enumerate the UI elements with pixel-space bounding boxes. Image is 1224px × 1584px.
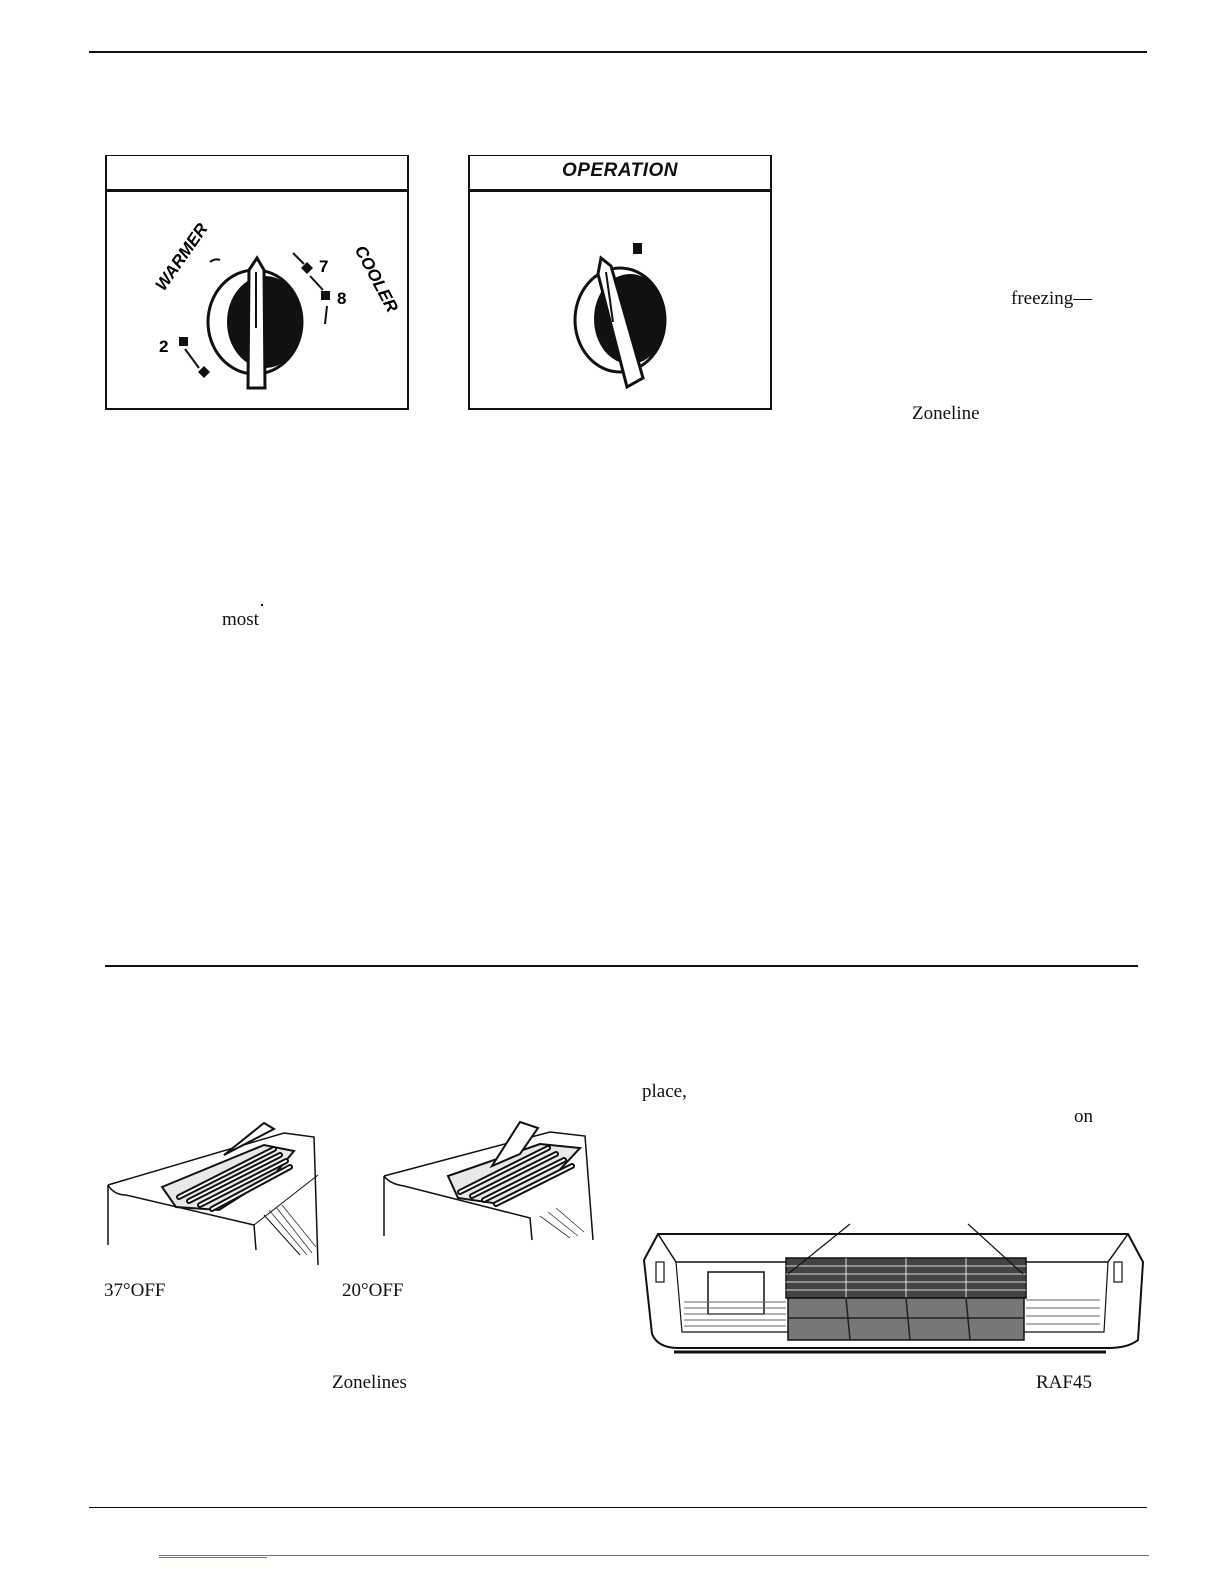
tick-right-top bbox=[293, 253, 304, 264]
section-divider bbox=[105, 965, 1138, 967]
tick-top bbox=[210, 259, 220, 262]
thermostat-dial[interactable] bbox=[107, 192, 407, 407]
mark-7: 7 bbox=[319, 257, 329, 276]
fragment-place: place, bbox=[642, 1081, 687, 1102]
operation-panel-header: OPERATION bbox=[470, 156, 770, 192]
operation-square-mark bbox=[633, 243, 642, 254]
tick-right-mid bbox=[310, 276, 323, 290]
warmer-label: WARMER bbox=[151, 219, 212, 295]
footer-link-underline bbox=[159, 1557, 267, 1558]
stray-dot bbox=[261, 604, 263, 606]
louver-unit-illustration bbox=[104, 1115, 326, 1275]
fragment-zoneline: Zoneline bbox=[912, 403, 980, 424]
footer-rule-thin bbox=[159, 1555, 1149, 1556]
caption-20: 20°OFF bbox=[342, 1280, 404, 1301]
square-8 bbox=[321, 291, 330, 300]
fragment-raf45: RAF45 bbox=[1036, 1372, 1092, 1393]
thermostat-panel bbox=[105, 155, 409, 410]
fragment-on: on bbox=[1074, 1106, 1093, 1127]
louver-unit-illustration-20 bbox=[380, 1118, 598, 1246]
diamond-low bbox=[198, 366, 210, 378]
operation-panel bbox=[468, 155, 772, 410]
fragment-zonelines: Zonelines bbox=[332, 1372, 407, 1393]
fragment-freezing: freezing— bbox=[1011, 288, 1093, 309]
operation-dial[interactable] bbox=[470, 192, 770, 407]
mark-2: 2 bbox=[159, 337, 169, 356]
footer-rule bbox=[89, 1507, 1147, 1508]
mark-8: 8 bbox=[337, 289, 347, 308]
tick-left-low bbox=[185, 349, 199, 368]
tick-right-low bbox=[325, 306, 327, 324]
square-2 bbox=[179, 337, 188, 346]
fragment-most: most bbox=[222, 609, 259, 630]
air-filter-unit-illustration bbox=[638, 1222, 1148, 1357]
thermostat-panel-header bbox=[107, 156, 407, 192]
caption-37: 37°OFF bbox=[104, 1280, 166, 1301]
top-rule bbox=[89, 51, 1147, 53]
cooler-label: COOLER bbox=[350, 242, 402, 316]
